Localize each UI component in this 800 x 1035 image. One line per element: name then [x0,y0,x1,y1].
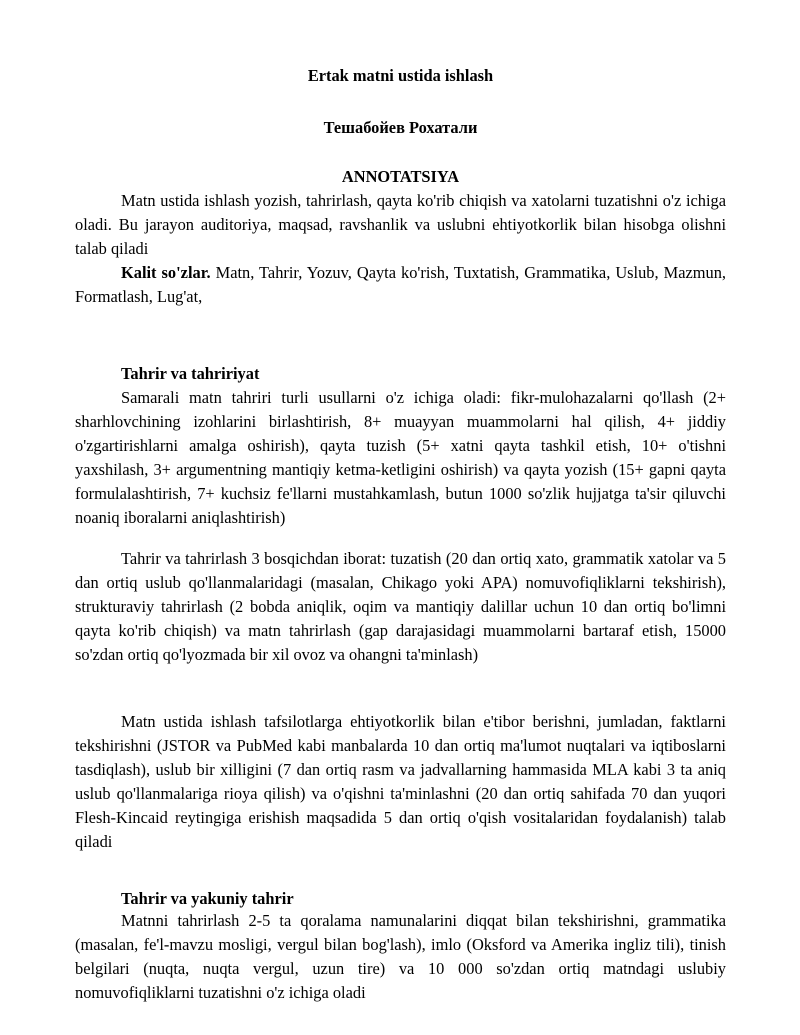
section-heading-tahrir-va-tahririyat: Tahrir va tahririyat [121,364,260,383]
section1-paragraph-2: Tahrir va tahrirlash 3 bosqichdan iborat: tuzatish (20 dan ortiq xato, grammatik xatolar va 5 dan ortiq uslub qo'llanmalaridagi (masalan, Chikago yoki APA) nomuvofiqliklarni tekshirish), strukturaviy tahrirlash (2 bobda aniqlik, oqim va mantiqiy dalillar uchun 10 dan ortiq bo'limni qayta ko'rib chiqish) va matn tahrirlash (gap darajasidagi muammolarni bartaraf etish, 15000 so'zdan ortiq qo'lyozmada bir xil ovoz va ohangni ta'minlash) [75,549,726,664]
section1-paragraph-1: Samarali matn tahriri turli usullarni o'z ichiga oladi: fikr-mulohazalarni qo'llash (2+ sharhlovchining izohlarini birlashtirish, 8+ muayyan muammolarni hal qilish, 4+ jiddiy o'zgartirishlarni amalga oshirish), qayta tuzish (5+ xatni qayta tashkil etish, 10+ o'tishni yaxshilash, 3+ argumentning mantiqiy ketma-ketligini oshirish) va qayta yozish (15+ gapni qayta formulalashtirish, 7+ kuchsiz fe'llarni mustahkamlash, butun 1000 so'zlik hujjatga ta'sir qiluvchi noaniq iboralarni aniqlashtirish) [75,388,726,527]
section1-paragraph-3: Matn ustida ishlash tafsilotlarga ehtiyotkorlik bilan e'tibor berishni, jumladan, faktlarni tekshirishni (JSTOR va PubMed kabi manbalarda 10 dan ortiq ma'lumot nuqtalari va iqtiboslarni tasdiqlash), uslub bir xilligini (7 dan ortiq rasm va jadvallarning hammasida MLA kabi 3 ta aniq uslub qo'llanmalariga rioya qilish) va o'qishni ta'minlashni (20 dan ortiq sahifada 70 dan yuqori Flesh-Kincaid reytingiga erishish maqsadida 5 dan ortiq o'qish vositalaridan foydalanish) talab qiladi [75,712,726,851]
author-name: Тешабойев Рохатали [323,118,478,137]
annotation-heading: ANNOTATSIYA [341,167,460,186]
document-title: Ertak matni ustida ishlash [307,66,494,85]
keywords-list: Matn, Tahrir, Yozuv, Qayta ko'rish, Tuxtatish, Grammatika, Uslub, Mazmun, Formatlash, Lug'at, [75,263,726,306]
keywords-paragraph [75,261,726,309]
section-heading-tahrir-va-yakuniy-tahrir: Tahrir va yakuniy tahrir [121,889,294,908]
annotation-paragraph: Matn ustida ishlash yozish, tahrirlash, qayta ko'rib chiqish va xatolarni tuzatishni o'z ichiga oladi. Bu jarayon auditoriya, maqsad, ravshanlik va uslubni ehtiyotkorlik bilan hisobga olishni talab qiladi [75,191,726,258]
keywords-label: Kalit so'zlar. [121,263,211,282]
section2-paragraph-1: Matnni tahrirlash 2-5 ta qoralama namunalarini diqqat bilan tekshirishni, grammatika (masalan, fe'l-mavzu mosligi, vergul bilan bog'lash), imlo (Oksford va Amerika ingliz tili), tinish belgilari (nuqta, nuqta vergul, uzun tire) va 10 000 so'zdan ortiq matndagi uslubiy nomuvofiqliklarni tuzatishni o'z ichiga oladi [75,911,726,1002]
